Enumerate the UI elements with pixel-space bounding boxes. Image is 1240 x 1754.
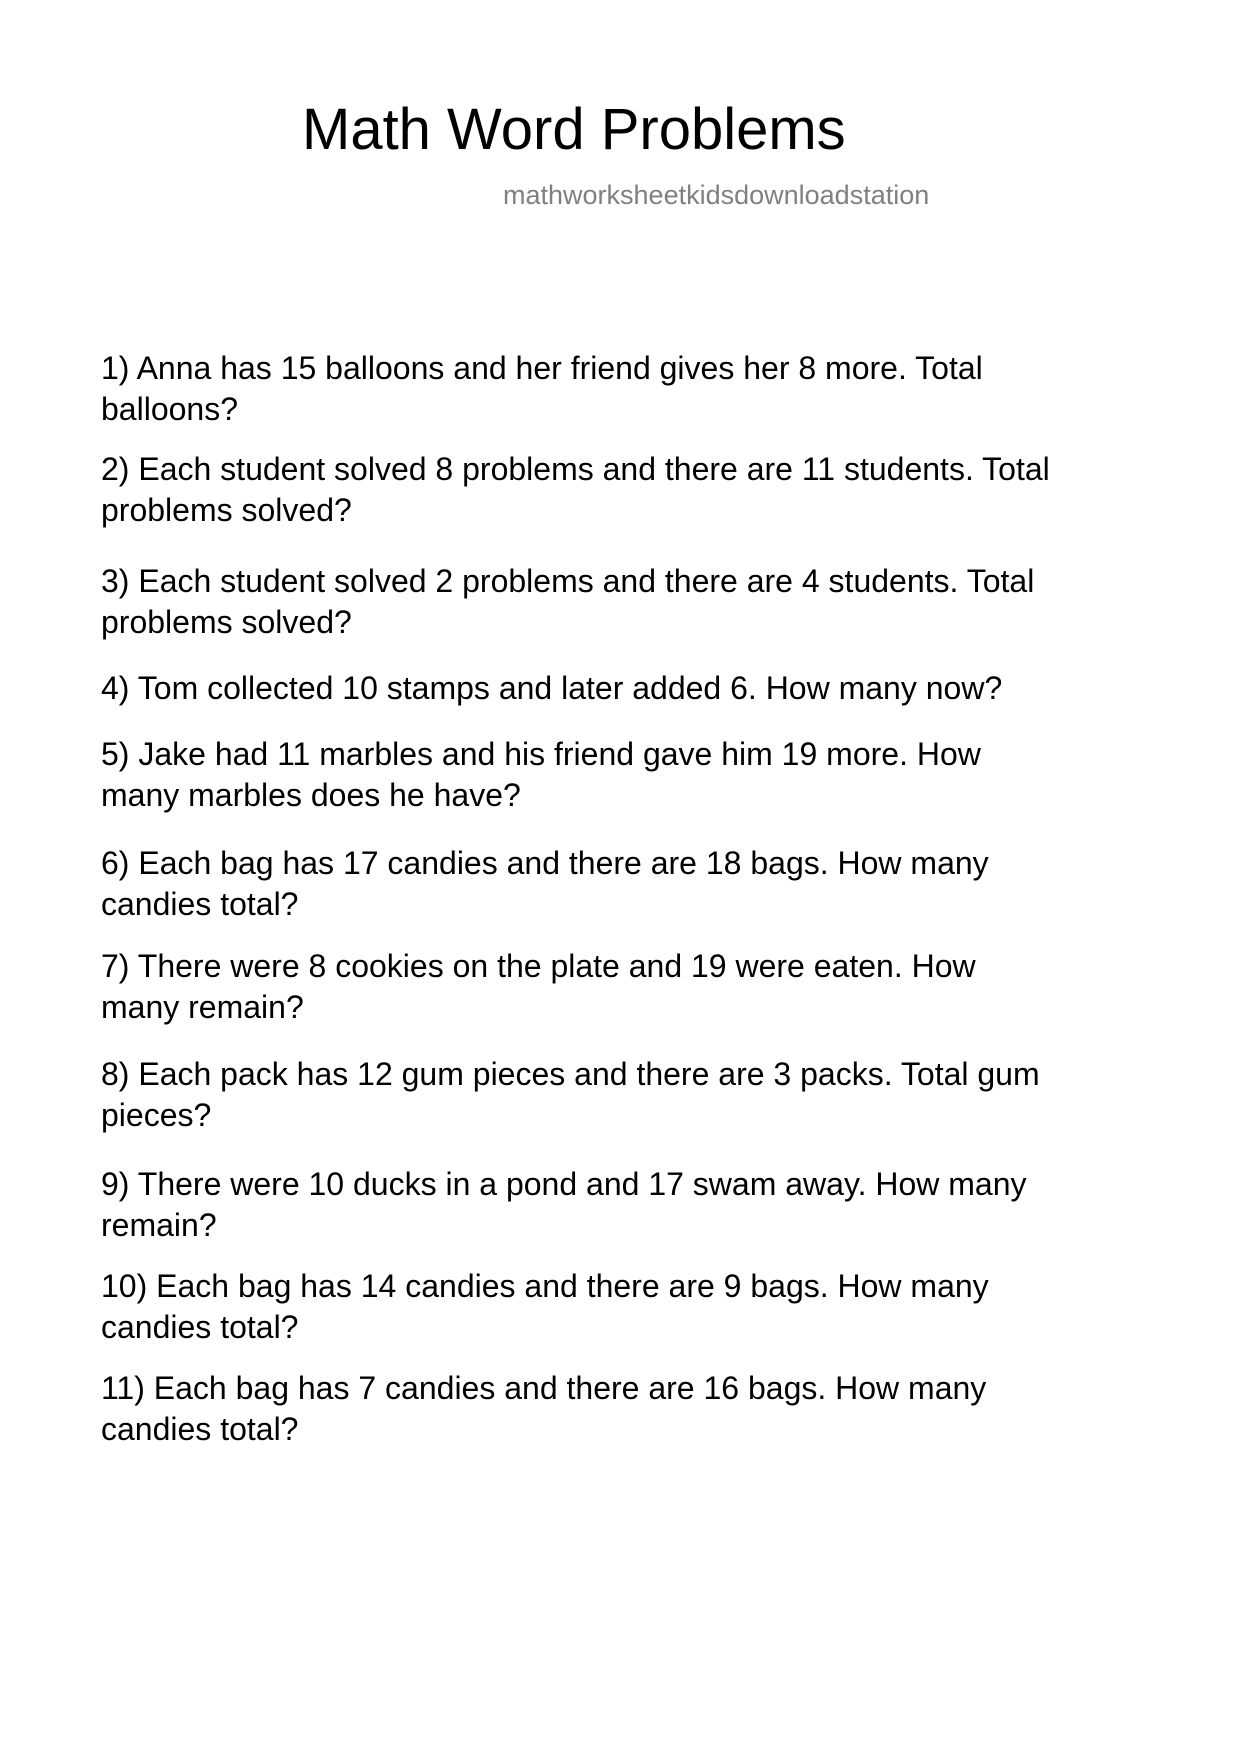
problem-10 (101, 1266, 1201, 1348)
problem-text-line: 2) Each student solved 8 problems and there are 11 students. Total (101, 451, 1050, 487)
problem-5 (101, 734, 1201, 816)
problem-text-line: many marbles does he have? (101, 777, 521, 813)
problem-text-line: 11) Each bag has 7 candies and there are 16 bags. How many (101, 1370, 987, 1406)
problem-text-line: 9) There were 10 ducks in a pond and 17 swam away. How many (101, 1166, 1027, 1202)
problem-9 (101, 1164, 1201, 1246)
problem-text-line: 5) Jake had 11 marbles and his friend gave him 19 more. How (101, 736, 981, 772)
problem-1 (101, 348, 1201, 430)
problem-8 (101, 1054, 1201, 1136)
problem-text-line: 3) Each student solved 2 problems and there are 4 students. Total (101, 563, 1035, 599)
problem-text-line: remain? (101, 1207, 217, 1243)
problem-text-line: pieces? (101, 1097, 212, 1133)
problem-text-line: candies total? (101, 1411, 299, 1447)
problem-text-line: problems solved? (101, 604, 352, 640)
problem-text-line: 7) There were 8 cookies on the plate and 19 were eaten. How (101, 948, 976, 984)
problem-7 (101, 946, 1201, 1028)
problem-text-line: 1) Anna has 15 balloons and her friend gives her 8 more. Total (101, 350, 983, 386)
problem-text-line: 8) Each pack has 12 gum pieces and there are 3 packs. Total gum (101, 1056, 1040, 1092)
problem-text-line: 4) Tom collected 10 stamps and later added 6. How many now? (101, 670, 1003, 706)
problem-4 (101, 668, 1201, 709)
problem-text-line: 10) Each bag has 14 candies and there are 9 bags. How many (101, 1268, 989, 1304)
problem-text-line: candies total? (101, 1309, 299, 1345)
problem-6 (101, 843, 1201, 925)
problem-3 (101, 561, 1201, 643)
problem-text-line: candies total? (101, 886, 299, 922)
page-title: Math Word Problems (302, 97, 846, 162)
problem-text-line: problems solved? (101, 492, 352, 528)
problem-text-line: 6) Each bag has 17 candies and there are 18 bags. How many (101, 845, 989, 881)
problem-11 (101, 1368, 1201, 1450)
source-watermark: mathworksheetkidsdownloadstation (503, 180, 930, 210)
problem-text-line: many remain? (101, 989, 304, 1025)
problem-text-line: balloons? (101, 391, 238, 427)
problem-2 (101, 449, 1201, 531)
